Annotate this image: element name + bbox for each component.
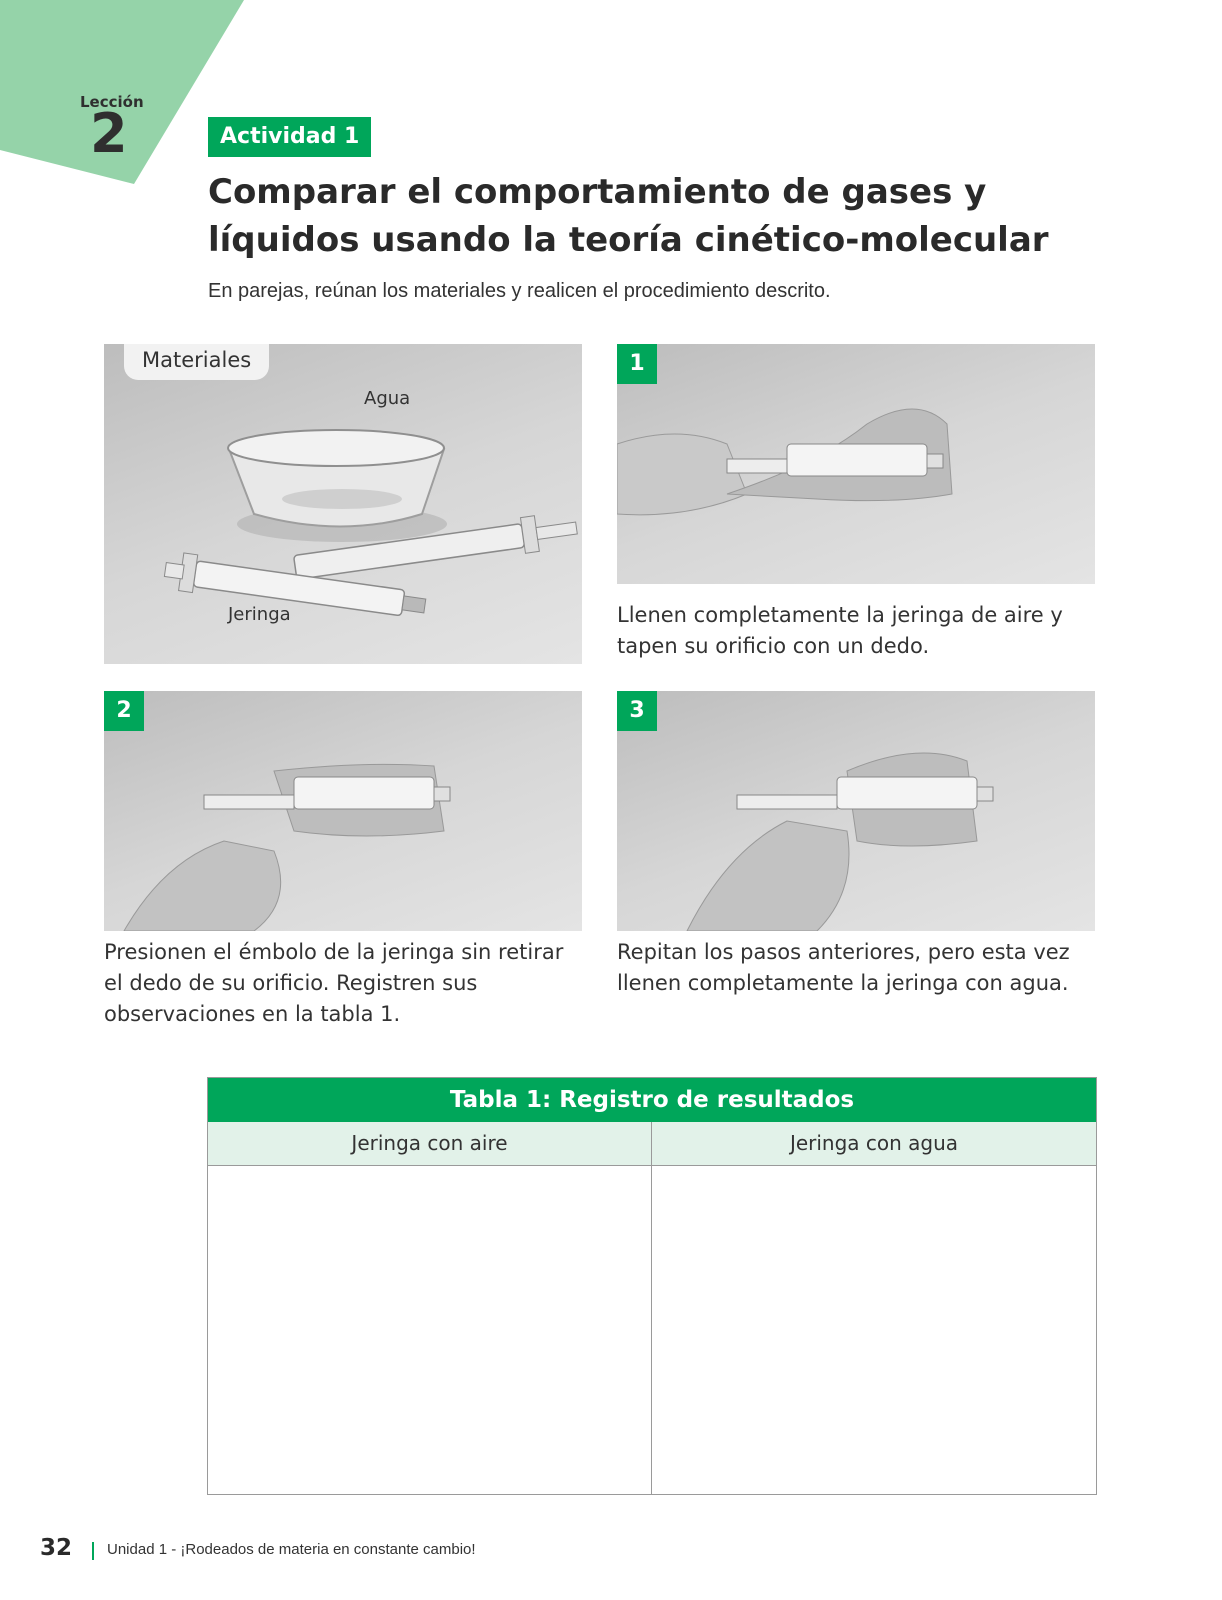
answer-cell-water[interactable] [652, 1166, 1096, 1494]
page-number: 32 [40, 1535, 73, 1561]
step-1-photo [617, 344, 1095, 584]
activity-badge: Actividad 1 [208, 117, 371, 157]
water-label: Agua [364, 388, 411, 409]
step-2-photo [104, 691, 582, 931]
hand-syringe-illustration [617, 344, 1095, 584]
lesson-number: 2 [90, 102, 128, 165]
results-table [207, 1077, 1097, 1495]
step-2-badge: 2 [104, 691, 144, 731]
column-header-water: Jeringa con agua [652, 1122, 1096, 1166]
materials-photo [104, 344, 582, 664]
step-1-badge: 1 [617, 344, 657, 384]
hand-syringe-water-illustration [617, 691, 1095, 931]
step-1-caption: Llenen completamente la jeringa de aire y tapen su orificio con un dedo. [617, 603, 1063, 658]
step-3-caption: Repitan los pasos anteriores, pero esta vez llenen completamente la jeringa con agua. [617, 940, 1070, 995]
answer-cell-air[interactable] [208, 1166, 651, 1494]
step-3-photo [617, 691, 1095, 931]
lesson-label: Lección [80, 93, 144, 111]
footer-divider [92, 1542, 94, 1560]
hand-press-illustration [104, 691, 582, 931]
step-3-badge: 3 [617, 691, 657, 731]
step-2-caption: Presionen el émbolo de la jeringa sin retirar el dedo de su orificio. Registren sus observaciones en la tabla 1. [104, 940, 564, 1026]
column-header-air: Jeringa con aire [208, 1122, 651, 1166]
materials-tab: Materiales [124, 344, 269, 380]
syringe-label: Jeringa [228, 604, 291, 625]
activity-intro: En parejas, reúnan los materiales y realicen el procedimiento descrito. [208, 280, 831, 302]
table-title: Tabla 1: Registro de resultados [208, 1078, 1096, 1122]
materials-illustration [104, 344, 582, 664]
footer-unit-title: Unidad 1 - ¡Rodeados de materia en constante cambio! [107, 1541, 476, 1558]
activity-title: Comparar el comportamiento de gases y líquidos usando la teoría cinético-molecular [208, 172, 1049, 260]
